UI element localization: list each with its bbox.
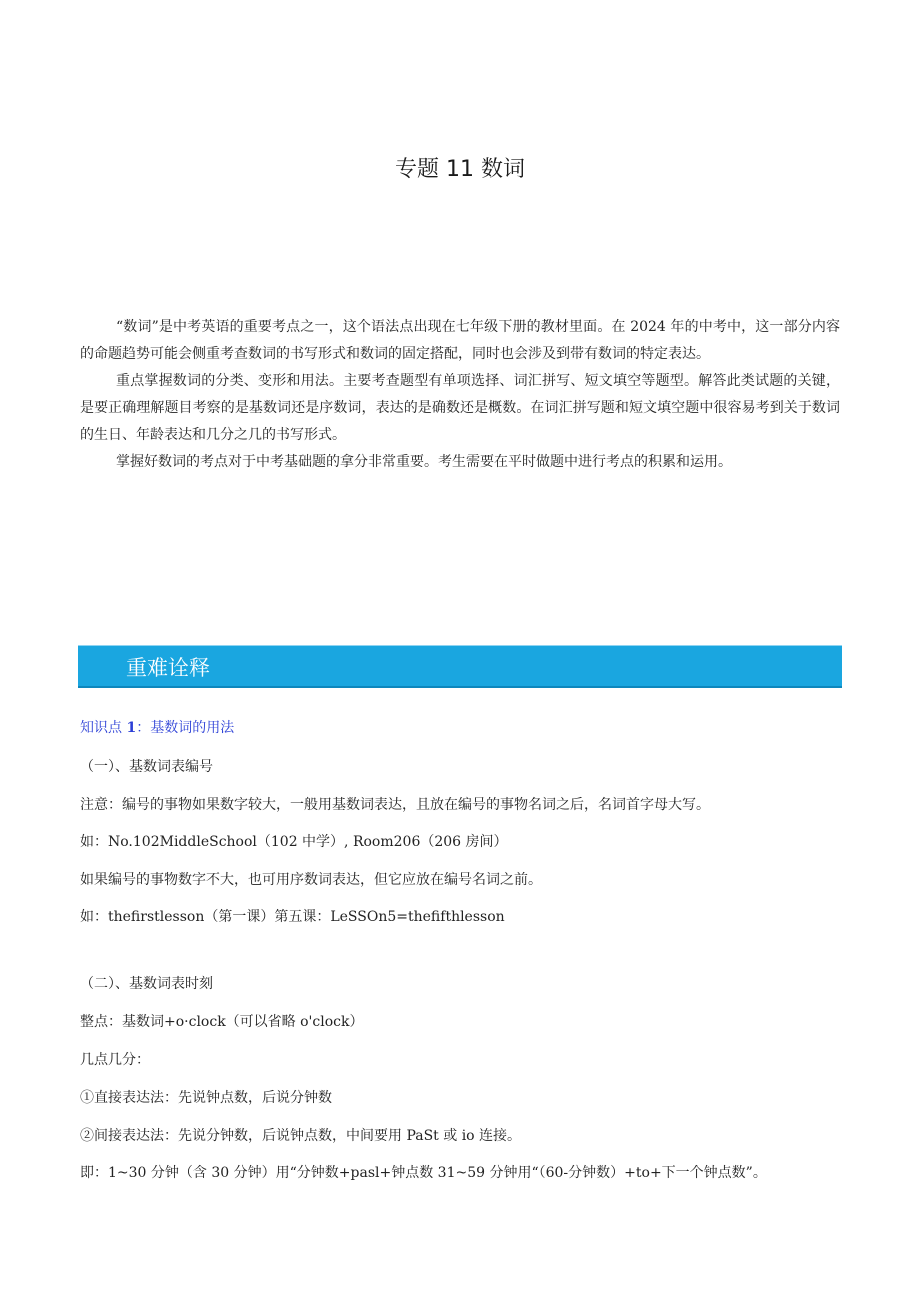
whole-hour-line: 整点：基数词+o·clock（可以省略 o'clock） [80, 1014, 364, 1030]
minutes-heading: 几点几分： [80, 1052, 150, 1068]
intro-paragraph-1: “数词”是中考英语的重要考点之一，这个语法点出现在七年级下册的教材里面。在 2024 年的中考中，这一部分内容的命题趋势可能会侧重考查数词的书写形式和数词的固定搭配，同时也会涉及到带有数词的特定表达。 [80, 319, 840, 362]
intro-section [80, 314, 840, 476]
section-banner [78, 645, 842, 688]
subsection-heading-1: （一）、基数词表编号 [80, 759, 213, 775]
intro-paragraph-2: 重点掌握数词的分类、变形和用法。主要考查题型有单项选择、词汇拼写、短文填空等题型。解答此类试题的关键，是要正确理解题目考察的是基数词还是序数词，表达的是确数还是概数。在词汇拼写题和短文填空题中很容易考到关于数词的生日、年龄表达和几分之几的书写形式。 [80, 373, 840, 443]
direct-method-line: ①直接表达法：先说钟点数，后说分钟数 [80, 1090, 332, 1106]
kp-prefix: 知识点 [80, 720, 127, 736]
example-line-1: 如：No.102MiddleSchool（102 中学）, Room206（206 房间） [80, 834, 508, 850]
knowledge-point-heading [80, 717, 234, 737]
indirect-method-line: ②间接表达法：先说分钟数，后说钟点数，中间要用 PaSt 或 io 连接。 [80, 1128, 522, 1144]
subsection-heading-2: （二）、基数词表时刻 [80, 976, 213, 992]
section-banner-title: 重难诠释 [126, 656, 210, 680]
example-line-2: 如：thefirstlesson（第一课）第五课：LeSSOn5=thefifthlesson [80, 909, 505, 925]
page-title: 专题 11 数词 [395, 157, 525, 182]
intro-paragraph-3: 掌握好数词的考点对于中考基础题的拿分非常重要。考生需要在平时做题中进行考点的积累和运用。 [116, 454, 732, 470]
note-line: 注意：编号的事物如果数字较大，一般用基数词表达，且放在编号的事物名词之后，名词首字母大写。 [80, 797, 710, 813]
kp-number: 1 [126, 720, 137, 736]
rule-line: 即：1~30 分钟（含 30 分钟）用“分钟数+pasl+钟点数 31~59 分钟用“（60-分钟数）+to+下一个钟点数”。 [80, 1165, 767, 1181]
text-line-ordinal: 如果编号的事物数字不大，也可用序数词表达，但它应放在编号名词之前。 [80, 872, 542, 888]
kp-suffix: ：基数词的用法 [136, 720, 235, 736]
